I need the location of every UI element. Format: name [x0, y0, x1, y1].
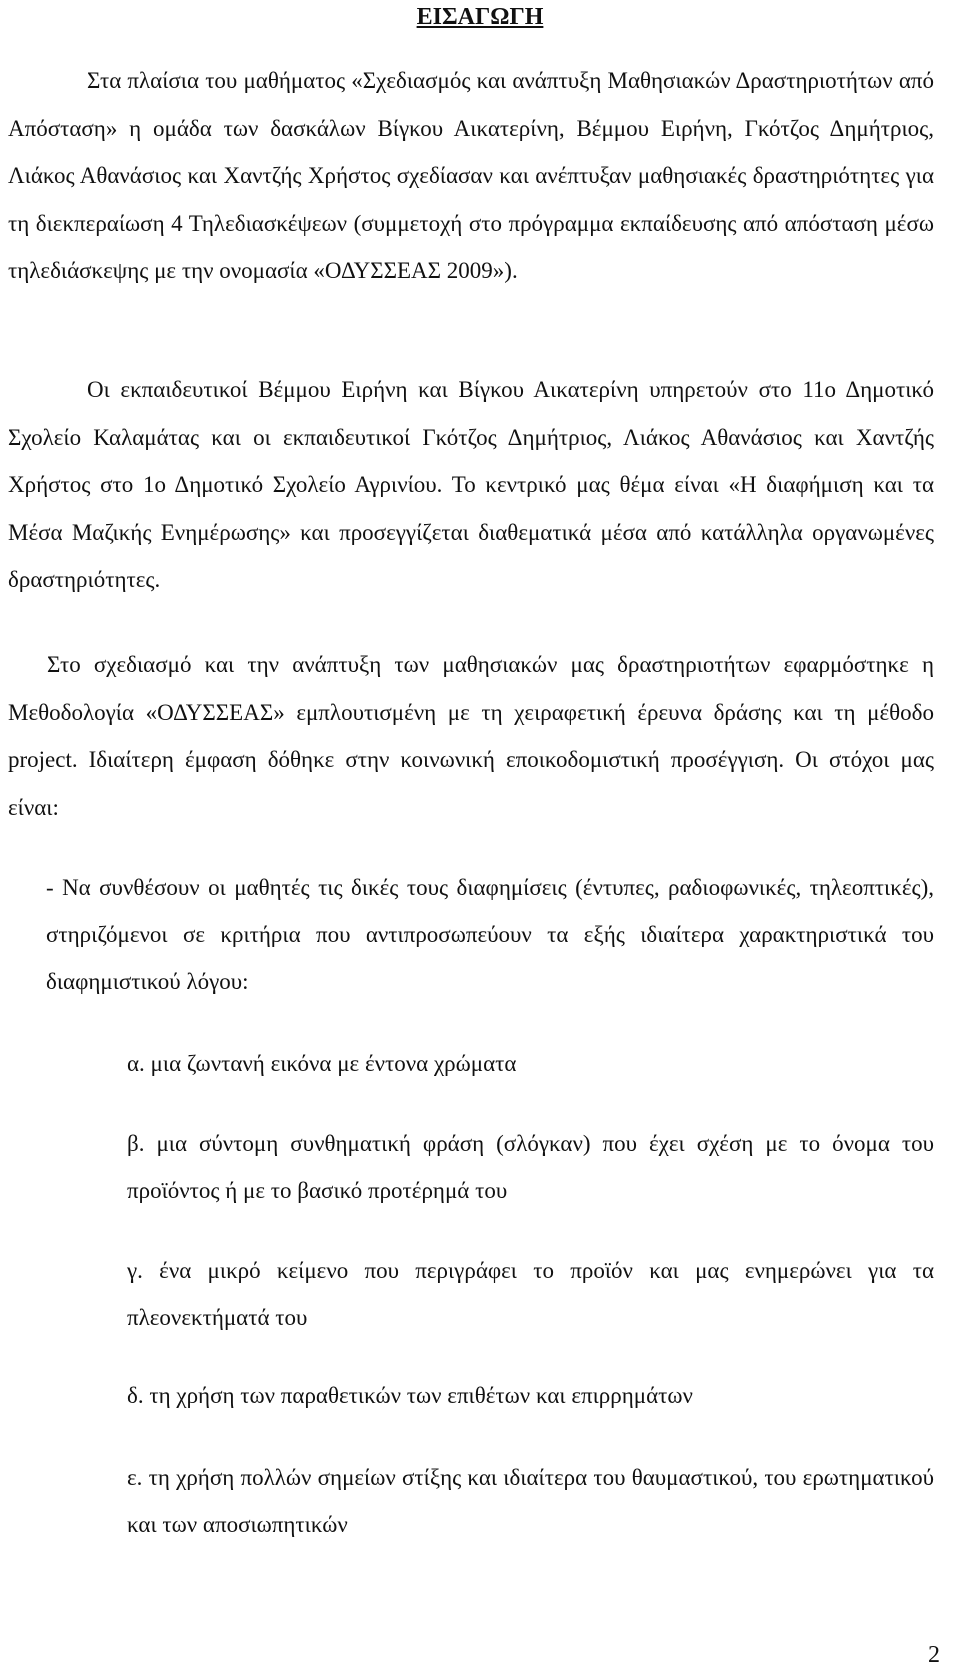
- teachers-paragraph: Οι εκπαιδευτικοί Βέμμου Ειρήνη και Βίγκου Αικατερίνη υπηρετούν στο 11ο Δημοτικό Σχολείο Καλαμάτας και οι εκπαιδευτικοί Γκότζος Δημήτριος, Λιάκος Αθανάσιος και Χαντζής Χρήστος στο 1ο Δημοτικό Σχολείο Αγρινίου. Το κεντρικό μας θέμα είναι «Η διαφήμιση και τα Μέσα Μαζικής Ενημέρωσης» και προσεγγίζεται διαθεματικά μέσα από κατάλληλα οργανωμένες δραστηριότητες.: [8, 377, 934, 592]
- list-item: ε. τη χρήση πολλών σημείων στίξης και ιδιαίτερα του θαυμαστικού, του ερωτηματικού και των αποσιωπητικών: [127, 1465, 934, 1537]
- list-item: δ. τη χρήση των παραθετικών των επιθέτων και επιρρημάτων: [127, 1383, 693, 1408]
- page-number: 2: [928, 1642, 940, 1668]
- page-title: ΕΙΣΑΓΩΓΗ: [416, 4, 544, 30]
- intro-paragraph: Στα πλαίσια του μαθήματος «Σχεδιασμός και ανάπτυξη Μαθησιακών Δραστηριοτήτων από Απόσταση» η ομάδα των δασκάλων Βίγκου Αικατερίνη, Βέμμου Ειρήνη, Γκότζος Δημήτριος, Λιάκος Αθανάσιος και Χαντζής Χρήστος σχεδίασαν και ανέπτυξαν μαθησιακές δραστηριότητες για τη διεκπεραίωση 4 Τηλεδιασκέψεων (συμμετοχή στο πρόγραμμα εκπαίδευσης από απόσταση μέσω τηλεδιάσκεψης με την ονομασία «ΟΔΥΣΣΕΑΣ 2009»).: [8, 68, 934, 283]
- methodology-paragraph: Στο σχεδιασμό και την ανάπτυξη των μαθησιακών μας δραστηριοτήτων εφαρμόστηκε η Μεθοδολογία «ΟΔΥΣΣΕΑΣ» εμπλουτισμένη με τη χειραφετική έρευνα δράσης και τη μέθοδο project. Ιδιαίτερη έμφαση δόθηκε στην κοινωνική εποικοδομιστική προσέγγιση. Οι στόχοι μας είναι:: [8, 652, 934, 820]
- list-item: α. μια ζωντανή εικόνα με έντονα χρώματα: [127, 1051, 517, 1076]
- list-item: β. μια σύντομη συνθηματική φράση (σλόγκαν) που έχει σχέση με το όνομα του προϊόντος ή με το βασικό προτέρημά του: [127, 1131, 934, 1203]
- goal-paragraph: - Να συνθέσουν οι μαθητές τις δικές τους διαφημίσεις (έντυπες, ραδιοφωνικές, τηλεοπτικές), στηριζόμενοι σε κριτήρια που αντιπροσωπεύουν τα εξής ιδιαίτερα χαρακτηριστικά του διαφημιστικού λόγου:: [46, 875, 934, 994]
- list-item: γ. ένα μικρό κείμενο που περιγράφει το προϊόν και μας ενημερώνει για τα πλεονεκτήματά του: [127, 1258, 934, 1330]
